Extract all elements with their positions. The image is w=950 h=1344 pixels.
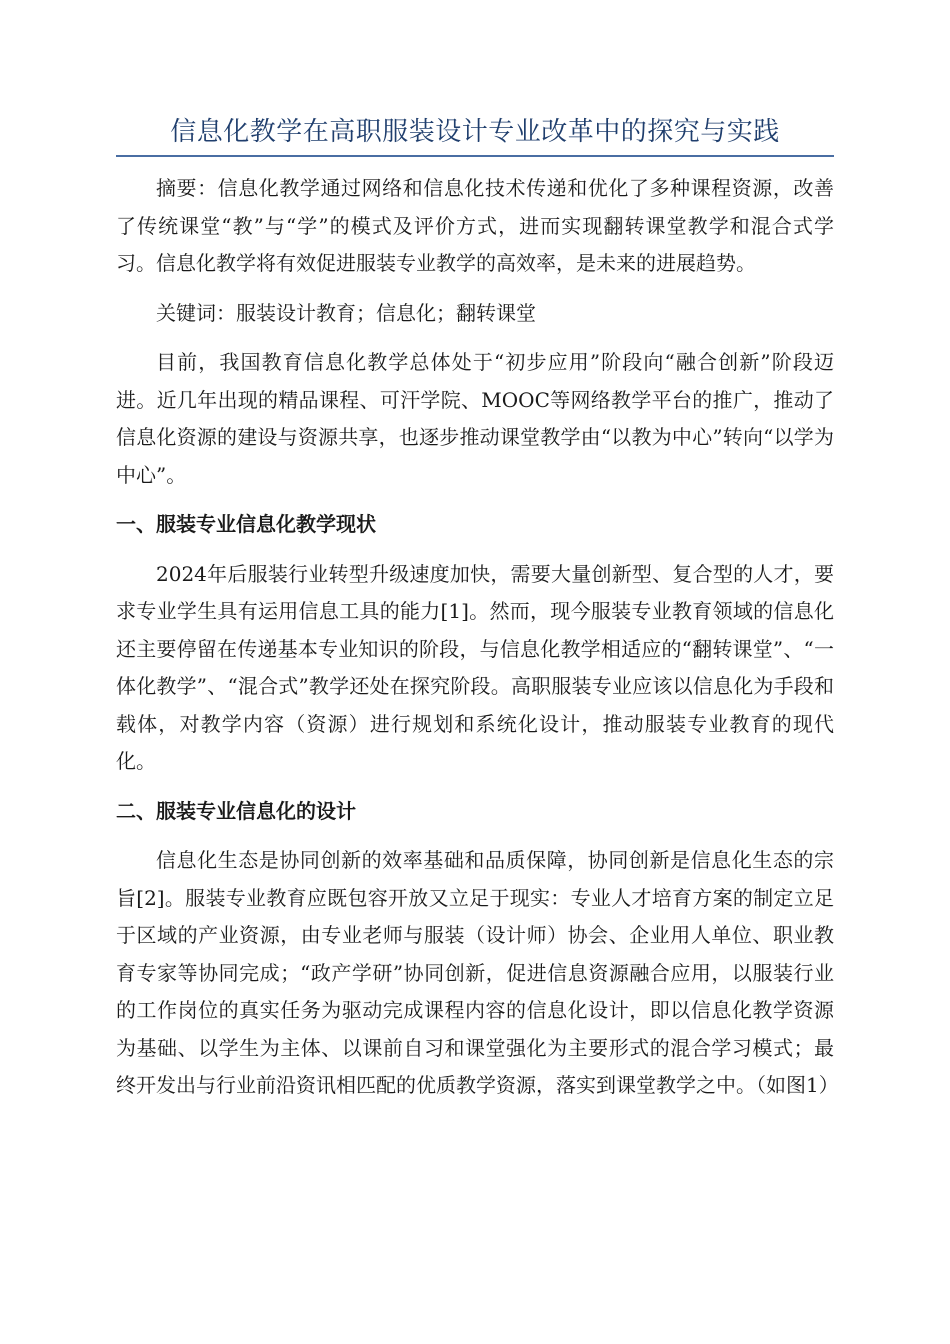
keywords-paragraph: 关键词：服装设计教育；信息化；翻转课堂 xyxy=(156,300,536,325)
section-1-heading: 一、服装专业信息化教学现状 xyxy=(116,512,376,536)
title-underline xyxy=(116,155,834,157)
abstract-paragraph: 摘要：信息化教学通过网络和信息化技术传递和优化了多种课程资源，改善了传统课堂“教”与“学”的模式及评价方式，进而实现翻转课堂教学和混合式学习。信息化教学将有效促进服装专业教学的高效率，是未来的进展趋势。 xyxy=(116,176,834,275)
document-title: 信息化教学在高职服装设计专业改革中的探究与实践 xyxy=(170,117,780,147)
section-2-heading: 二、服装专业信息化的设计 xyxy=(116,798,356,823)
document-body xyxy=(116,170,839,1105)
intro-paragraph: 目前，我国教育信息化教学总体处于“初步应用”阶段向“融合创新”阶段迈进。近几年出现的精品课程、可汗学院、MOOC等网络教学平台的推广，推动了信息化资源的建设与资源共享，也逐步推动课堂教学由“以教为中心”转向“以学为中心”。 xyxy=(116,350,834,487)
section-2-paragraph: 信息化生态是协同创新的效率基础和品质保障，协同创新是信息化生态的宗旨[2]。服装专业教育应既包容开放又立足于现实：专业人才培育方案的制定立足于区域的产业资源，由专业老师与服装（设计师）协会、企业用人单位、职业教育专家等协同完成；“政产学研”协同创新，促进信息资源融合应用，以服装行业的工作岗位的真实任务为驱动完成课程内容的信息化设计，即以信息化教学资源为基础、以学生为主体、以课前自习和课堂强化为主要形式的混合学习模式；最终开发出与行业前沿资讯相匹配的优质教学资源，落实到课堂教学之中。（如图1） xyxy=(116,848,839,1097)
section-1-paragraph: 2024年后服装行业转型升级速度加快，需要大量创新型、复合型的人才，要求专业学生具有运用信息工具的能力[1]。然而，现今服装专业教育领域的信息化还主要停留在传递基本专业知识的阶段，与信息化教学相适应的“翻转课堂”、“一体化教学”、“混合式”教学还处在探究阶段。高职服装专业应该以信息化为手段和载体，对教学内容（资源）进行规划和系统化设计，推动服装专业教育的现代化。 xyxy=(116,561,834,773)
